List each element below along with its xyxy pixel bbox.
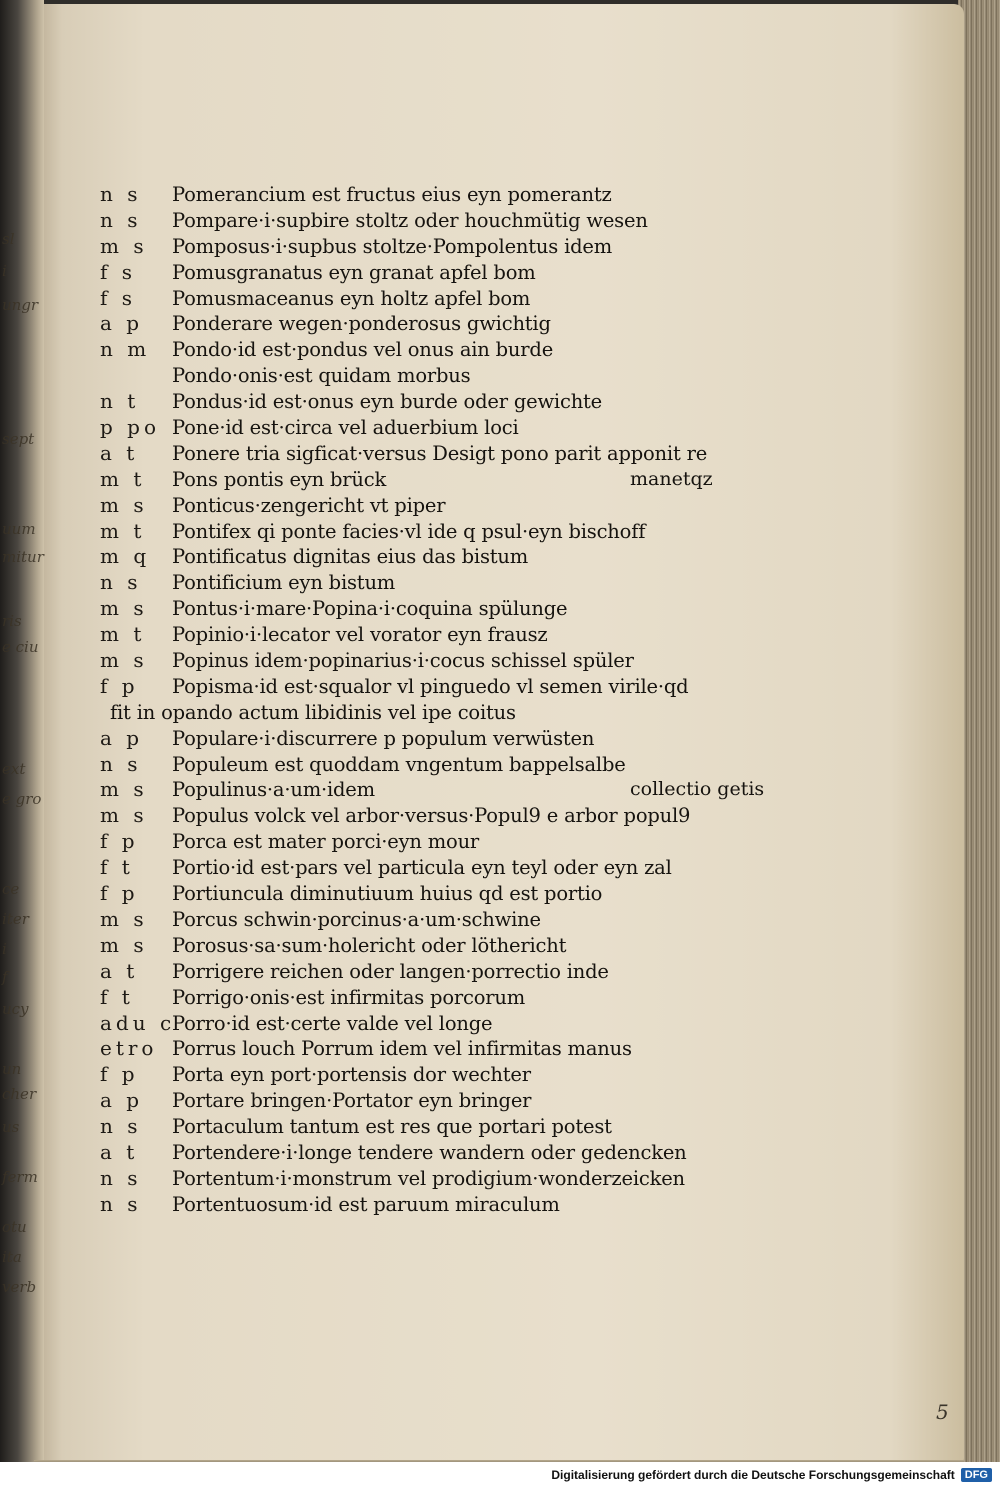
- dictionary-line: [100, 985, 780, 1011]
- entry-text: Pontus·i·mare·Popina·i·coquina spülunge: [172, 597, 568, 621]
- grammar-marker: f s: [100, 259, 137, 284]
- dictionary-line: [100, 363, 780, 389]
- grammar-marker: m s: [100, 777, 148, 802]
- entry-text: Pomusmaceanus eyn holtz apfel bom: [172, 286, 531, 310]
- bleed-fragment: i: [2, 262, 7, 280]
- grammar-marker: n m: [100, 337, 151, 362]
- grammar-marker: f p: [100, 829, 139, 854]
- grammar-marker: m s: [100, 803, 148, 828]
- dictionary-line: [100, 337, 780, 363]
- entry-text: Pontificium eyn bistum: [172, 571, 396, 595]
- grammar-marker: m t: [100, 622, 146, 647]
- entry-text: Porosus·sa·sum·holericht oder löthericht: [172, 933, 567, 957]
- grammar-marker: f p: [100, 1062, 139, 1087]
- grammar-marker: m t: [100, 466, 146, 491]
- grammar-marker: n t: [100, 389, 140, 414]
- entry-text: Portentum·i·monstrum vel prodigium·wonderzeicken: [172, 1166, 685, 1190]
- dictionary-line: [100, 519, 780, 545]
- grammar-marker: f t: [100, 855, 134, 880]
- grammar-marker: f p: [100, 673, 139, 698]
- dictionary-line: [100, 1062, 780, 1088]
- bleed-fragment: e ciu: [2, 638, 39, 656]
- entry-text: Populare·i·discurrere p populum verwüsten: [172, 726, 595, 750]
- dictionary-line: [100, 493, 780, 519]
- grammar-marker: n s: [100, 1165, 142, 1190]
- entry-text: Pondus·id est·onus eyn burde oder gewichte: [172, 390, 603, 414]
- entry-text: Populus volck vel arbor·versus·Popul9 e arbor popul9: [172, 804, 691, 828]
- bleed-fragment: ferm: [2, 1168, 38, 1186]
- grammar-marker: m s: [100, 906, 148, 931]
- dictionary-line: [100, 1140, 780, 1166]
- grammar-marker: m t: [100, 518, 146, 543]
- entry-text: Portare bringen·Portator eyn bringer: [172, 1089, 532, 1113]
- entry-text: Ponere tria sigficat·versus Desigt pono parit apponit re: [172, 441, 708, 465]
- bleed-fragment: cher: [2, 1085, 37, 1103]
- entry-text: Porrigere reichen oder langen·porrectio inde: [172, 959, 609, 983]
- entry-text: Pontificatus dignitas eius das bistum: [172, 545, 529, 569]
- entry-text: Pompare·i·supbire stoltz oder houchmütig wesen: [172, 208, 648, 232]
- entry-text: Porcus schwin·porcinus·a·um·schwine: [172, 907, 541, 931]
- dictionary-line: [100, 777, 780, 803]
- grammar-marker: n s: [100, 751, 142, 776]
- book-page-edges: [958, 0, 1000, 1470]
- dictionary-line: [100, 441, 780, 467]
- entry-text: Popinio·i·lecator vel vorator eyn frausz: [172, 623, 548, 647]
- bleed-fragment: un: [2, 1060, 22, 1078]
- entry-text: Pons pontis eyn brück: [172, 467, 387, 491]
- entry-text: Porta eyn port·portensis dor wechter: [172, 1063, 531, 1087]
- dictionary-line: [100, 415, 780, 441]
- entry-text: Pondo·onis·est quidam morbus: [172, 364, 471, 388]
- dictionary-line: [100, 182, 780, 208]
- entry-text: Portiuncula diminutiuum huius qd est portio: [172, 882, 603, 906]
- folio-number: 5: [936, 1400, 949, 1424]
- grammar-marker: m s: [100, 596, 148, 621]
- bleed-fragment: e gro: [2, 790, 42, 808]
- grammar-marker: m s: [100, 932, 148, 957]
- grammar-marker: a t: [100, 440, 139, 465]
- bleed-fragment: mitur: [2, 548, 44, 566]
- entry-text: Populinus·a·um·idem: [172, 778, 375, 802]
- entry-text: Portendere·i·longe tendere wandern oder gedencken: [172, 1140, 687, 1164]
- dictionary-line: [100, 726, 780, 752]
- entry-text: Pone·id est·circa vel aduerbium loci: [172, 416, 519, 440]
- dictionary-line: [100, 1036, 780, 1062]
- dictionary-line: [100, 1088, 780, 1114]
- grammar-marker: a p: [100, 1088, 144, 1113]
- entry-text: Pomerancium est fructus eius eyn pomerantz: [172, 183, 612, 206]
- line-side-note: manetqz: [630, 467, 713, 490]
- entry-text: Porca est mater porci·eyn mour: [172, 830, 480, 854]
- grammar-marker: n s: [100, 1114, 142, 1139]
- dictionary-line: [100, 1114, 780, 1140]
- dictionary-line: [100, 752, 780, 778]
- bleed-fragment: f: [2, 968, 8, 986]
- grammar-marker: p po: [100, 415, 161, 440]
- entry-text: Porrus louch Porrum idem vel infirmitas manus: [172, 1037, 632, 1061]
- grammar-marker: m s: [100, 648, 148, 673]
- bleed-fragment: us: [2, 1118, 20, 1136]
- bleed-fragment: otu: [2, 1218, 27, 1236]
- bleed-fragment: i: [2, 940, 7, 958]
- line-side-note: collectio getis: [630, 778, 765, 801]
- dictionary-line: [100, 286, 780, 312]
- entry-text: Pondo·id est·pondus vel onus ain burde: [172, 338, 554, 362]
- entry-text: Ponderare wegen·ponderosus gwichtig: [172, 312, 551, 336]
- bleed-fragment: ext: [2, 760, 26, 778]
- dictionary-line: [100, 855, 780, 881]
- dictionary-line: [100, 959, 780, 985]
- grammar-marker: adu c: [100, 1010, 176, 1035]
- dictionary-line: [100, 622, 780, 648]
- bleed-fragment: ucy: [2, 1000, 29, 1018]
- entry-text: Portaculum tantum est res que portari potest: [172, 1115, 612, 1139]
- entry-text: Pomusgranatus eyn granat apfel bom: [172, 260, 536, 284]
- grammar-marker: a t: [100, 958, 139, 983]
- dictionary-line: [100, 674, 780, 700]
- bleed-fragment: ce: [2, 880, 20, 898]
- dictionary-line: [100, 311, 780, 337]
- grammar-marker: f p: [100, 881, 139, 906]
- dictionary-line: [100, 803, 780, 829]
- entry-text: Portio·id est·pars vel particula eyn teyl oder eyn zal: [172, 856, 672, 880]
- dictionary-line: [100, 260, 780, 286]
- dictionary-line: [100, 570, 780, 596]
- entry-text: Popisma·id est·squalor vl pinguedo vl semen virile·qd: [172, 674, 689, 698]
- dfg-logo-icon: DFG: [961, 1468, 992, 1482]
- entry-text: Popinus idem·popinarius·i·cocus schissel spüler: [172, 649, 634, 673]
- grammar-marker: a p: [100, 725, 144, 750]
- bleed-fragment: ita: [2, 1248, 22, 1266]
- grammar-marker: n s: [100, 207, 142, 232]
- grammar-marker: a p: [100, 311, 144, 336]
- entry-text: Pomposus·i·supbus stoltze·Pompolentus idem: [172, 234, 613, 258]
- dictionary-line: [100, 648, 780, 674]
- dictionary-line: [100, 467, 780, 493]
- bleed-fragment: verb: [2, 1278, 37, 1296]
- grammar-marker: n s: [100, 1191, 142, 1216]
- dictionary-line: [100, 881, 780, 907]
- dictionary-line: [100, 1192, 780, 1218]
- dictionary-line: [100, 1011, 780, 1037]
- dictionary-line: [100, 596, 780, 622]
- grammar-marker: m s: [100, 233, 148, 258]
- dictionary-text-block: [100, 182, 780, 1218]
- grammar-marker: a t: [100, 1139, 139, 1164]
- dfg-footer-bar: [0, 1462, 1000, 1488]
- dictionary-line: [100, 234, 780, 260]
- bleed-fragment: uum: [2, 520, 36, 538]
- bleed-fragment: sl: [2, 230, 15, 248]
- grammar-marker: n s: [100, 182, 142, 206]
- grammar-marker: m s: [100, 492, 148, 517]
- grammar-marker: f s: [100, 285, 137, 310]
- dictionary-line: [100, 544, 780, 570]
- dictionary-line: [100, 700, 780, 726]
- entry-text: Populeum est quoddam vngentum bappelsalbe: [172, 752, 626, 776]
- bleed-fragment: sept: [2, 430, 35, 448]
- bleed-fragment: iter: [2, 910, 29, 928]
- entry-text: Pontifex qi ponte facies·vl ide q psul·eyn bischoff: [172, 519, 646, 543]
- bleed-fragment: ris: [2, 612, 22, 630]
- entry-text: Porrigo·onis·est infirmitas porcorum: [172, 985, 526, 1009]
- entry-text: Portentuosum·id est paruum miraculum: [172, 1192, 560, 1216]
- grammar-marker: f t: [100, 984, 134, 1009]
- entry-text: Ponticus·zengericht vt piper: [172, 493, 446, 517]
- dictionary-line: [100, 907, 780, 933]
- dictionary-line: [100, 208, 780, 234]
- entry-text: Porro·id est·certe valde vel longe: [172, 1011, 493, 1035]
- dfg-footer-text: Digitalisierung gefördert durch die Deutsche Forschungsgemeinschaft: [551, 1468, 955, 1482]
- dictionary-line: [100, 829, 780, 855]
- dictionary-line: [100, 933, 780, 959]
- entry-text: fit in opando actum libidinis vel ipe coitus: [110, 700, 516, 724]
- dictionary-line: [100, 389, 780, 415]
- grammar-marker: m q: [100, 544, 151, 569]
- grammar-marker: n s: [100, 570, 142, 595]
- left-page-bleed: [0, 0, 48, 1488]
- dictionary-line: [100, 1166, 780, 1192]
- grammar-marker: etro: [100, 1036, 158, 1061]
- bleed-fragment: ungr: [2, 296, 39, 314]
